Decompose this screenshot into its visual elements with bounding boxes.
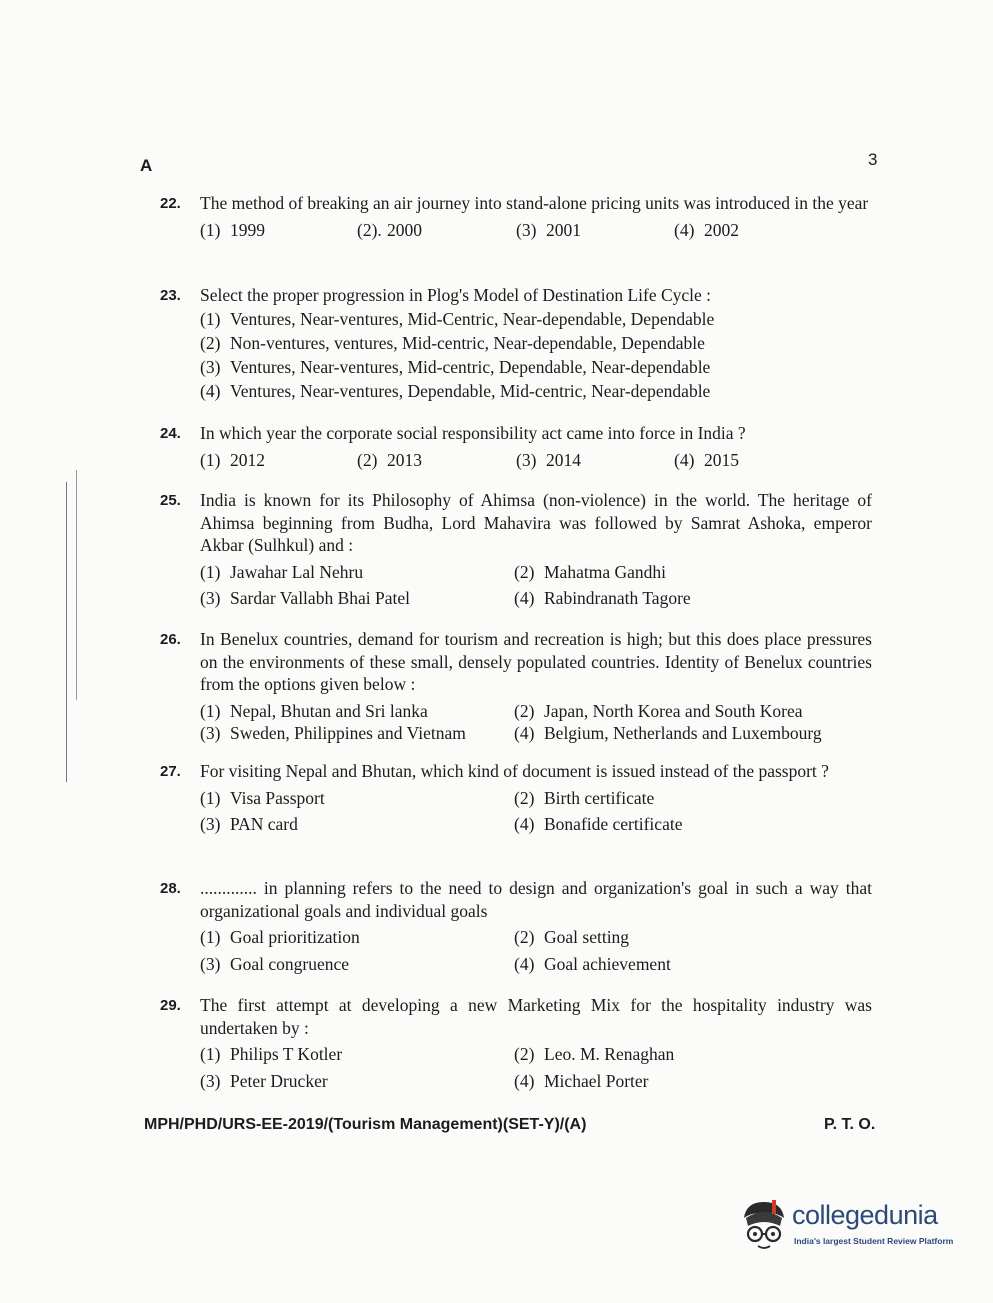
- option-3: (3) 2014: [516, 449, 581, 470]
- option-4: (4) Bonafide certificate: [514, 814, 683, 834]
- option-4: (4) Rabindranath Tagore: [514, 588, 691, 608]
- question-number: 28.: [160, 880, 181, 897]
- question-text: India is known for its Philosophy of Ahimsa (non-violence) in the world. The heritage of Ahimsa beginning from Budha, Lord Mahavira was followed by Samrat Ashoka, emperor Akbar (Sulhkul) and :: [200, 490, 872, 555]
- option-4: (4) Michael Porter: [514, 1070, 649, 1091]
- pto-label: P. T. O.: [824, 1116, 876, 1133]
- question-number: 22.: [160, 195, 181, 212]
- option-2: (2) Leo. M. Renaghan: [514, 1044, 675, 1064]
- question-29: [160, 994, 872, 1092]
- options: [200, 787, 872, 836]
- option-2: (2) Non-ventures, ventures, Mid-centric, Near-dependable, Dependable: [200, 332, 705, 353]
- option-1: (1) 2012: [200, 449, 265, 470]
- option-3: (3) Sardar Vallabh Bhai Patel: [200, 588, 410, 608]
- option-1: (1) Visa Passport: [200, 787, 325, 808]
- option-1: (1) 1999: [200, 219, 265, 240]
- option-2: (2) 2013: [357, 449, 422, 470]
- question-number: 26.: [160, 631, 181, 648]
- question-24: [160, 422, 872, 473]
- option-3: (3) Peter Drucker: [200, 1070, 328, 1091]
- option-3: (3) Ventures, Near-ventures, Mid-centric, Dependable, Near-dependable: [200, 356, 711, 377]
- question-text: For visiting Nepal and Bhutan, which kind of document is issued instead of the passport ?: [200, 761, 829, 781]
- mascot-icon: [736, 1196, 792, 1258]
- logo-brand: collegedunia: [792, 1200, 938, 1230]
- option-3: (3) 2001: [516, 219, 581, 240]
- question-25: [160, 489, 872, 610]
- question-text: ............. in planning refers to the need to design and organization's goal in such a way that organizational goals and individual goals: [200, 878, 872, 921]
- question-number: 24.: [160, 425, 181, 442]
- option-1: (1) Jawahar Lal Nehru: [200, 561, 364, 582]
- option-1: (1) Philips T Kotler: [200, 1044, 343, 1064]
- question-text: Select the proper progression in Plog's Model of Destination Life Cycle :: [200, 285, 712, 305]
- options: [200, 561, 872, 610]
- paper-code: MPH/PHD/URS-EE-2019/(Tourism Management)(SET-Y)/(A): [144, 1116, 587, 1133]
- question-26: [160, 628, 872, 745]
- question-28: [160, 877, 872, 975]
- question-number: 29.: [160, 997, 181, 1014]
- option-3: (3) Sweden, Philippines and Vietnam: [200, 723, 466, 743]
- option-1: (1) Goal prioritization: [200, 927, 360, 947]
- option-3: (3) Goal congruence: [200, 953, 350, 974]
- question-text: The first attempt at developing a new Marketing Mix for the hospitality industry was undertaken by :: [200, 995, 872, 1038]
- options: [200, 307, 872, 403]
- question-text: In which year the corporate social responsibility act came into force in India ?: [200, 423, 746, 443]
- options: [200, 1043, 872, 1092]
- question-number: 27.: [160, 763, 181, 780]
- option-4: (4) Ventures, Near-ventures, Dependable, Mid-centric, Near-dependable: [200, 380, 711, 401]
- option-4: (4) Belgium, Netherlands and Luxembourg: [514, 723, 822, 743]
- options: [200, 700, 872, 745]
- scan-margin-line: [76, 470, 77, 700]
- option-2: (2) Mahatma Gandhi: [514, 561, 666, 582]
- question-22: [160, 192, 872, 243]
- set-letter: A: [140, 156, 153, 175]
- option-1: (1) Nepal, Bhutan and Sri lanka: [200, 700, 428, 721]
- options: [200, 445, 872, 473]
- option-2: (2) Japan, North Korea and South Korea: [514, 700, 803, 721]
- options: [200, 215, 872, 243]
- collegedunia-logo: [736, 1196, 966, 1258]
- question-number: 23.: [160, 287, 181, 304]
- question-23: [160, 284, 872, 403]
- question-text: The method of breaking an air journey into stand-alone pricing units was introduced in the year: [200, 193, 869, 213]
- option-2: (2) Birth certificate: [514, 787, 655, 808]
- logo-tagline: India's largest Student Review Platform: [794, 1236, 954, 1246]
- option-4: (4) 2015: [674, 449, 739, 470]
- option-3: (3) PAN card: [200, 814, 298, 834]
- option-2: (2) Goal setting: [514, 927, 630, 947]
- option-4: (4) Goal achievement: [514, 953, 671, 974]
- option-4: (4) 2002: [674, 219, 739, 240]
- question-text: In Benelux countries, demand for tourism and recreation is high; but this does place pressures on the environments of these small, densely populated countries. Identity of Benelux countries from the options given below :: [200, 629, 872, 694]
- option-1: (1) Ventures, Near-ventures, Mid-Centric, Near-dependable, Dependable: [200, 308, 715, 329]
- scan-margin-line: [66, 482, 67, 782]
- page-number: 3: [868, 150, 878, 169]
- options: [200, 926, 872, 975]
- question-27: [160, 760, 872, 836]
- question-number: 25.: [160, 492, 181, 509]
- option-2: (2). 2000: [357, 219, 422, 240]
